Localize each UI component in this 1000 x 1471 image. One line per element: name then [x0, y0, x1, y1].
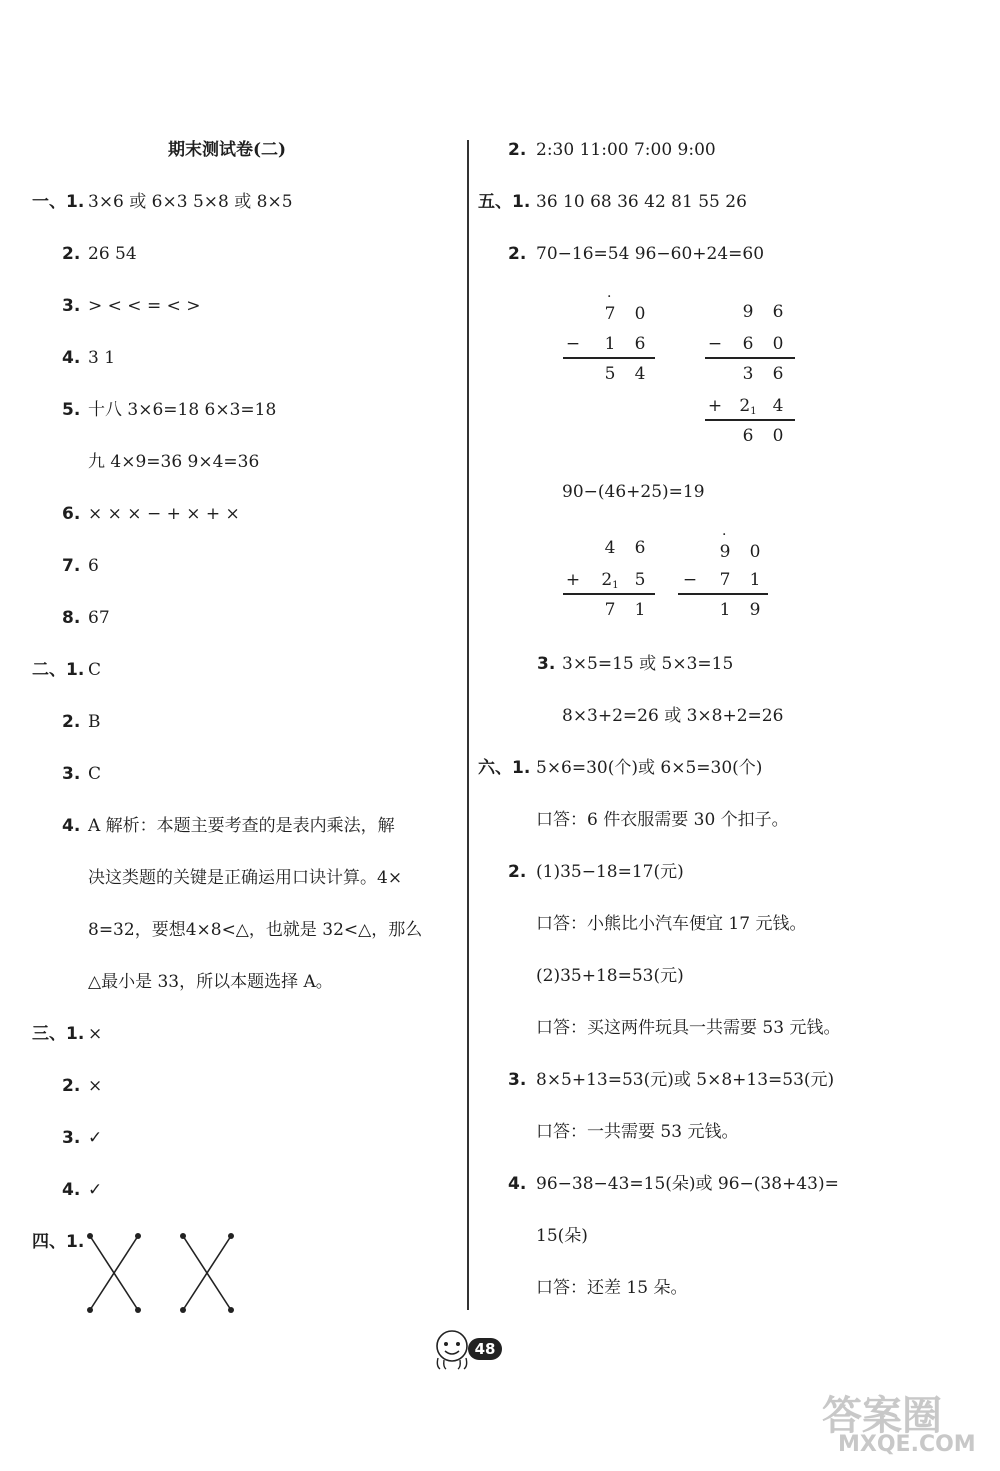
answer-label: 四、1.	[32, 1232, 85, 1252]
answer-label: 一、1.	[32, 192, 85, 212]
answer-text: 6	[88, 556, 99, 576]
digit: 5	[634, 570, 646, 590]
digit: 6	[634, 334, 646, 354]
answer-label: 8.	[62, 608, 81, 628]
answer-label: 7.	[62, 556, 81, 576]
answer-text: 口答：小熊比小汽车便宜 17 元钱。	[536, 914, 807, 934]
answer-text: ×	[88, 1076, 103, 1096]
answer-label: 4.	[62, 816, 81, 836]
answer-label: 3.	[537, 654, 556, 674]
page-number-badge	[430, 1328, 510, 1370]
operator: −	[565, 334, 581, 354]
answer-label: 4.	[508, 1174, 527, 1194]
digit: 6	[742, 426, 754, 446]
watermark-logo: 答案圈	[822, 1393, 942, 1439]
answer-label: 3.	[62, 1128, 81, 1148]
carry-dot: ·	[607, 289, 612, 305]
answer-label: 六、1.	[478, 758, 531, 778]
answer-label: 五、1.	[478, 192, 531, 212]
answer-text: > < < = < >	[88, 296, 201, 316]
answer-text: C	[88, 660, 102, 680]
answer-label: 2.	[508, 862, 527, 882]
operator: +	[707, 396, 723, 416]
answer-text: 3×5=15 或 5×3=15	[562, 654, 734, 674]
column-divider	[467, 140, 469, 1310]
answer-label: 2.	[62, 712, 81, 732]
calc-line	[705, 357, 795, 359]
answer-text: 2:30 11:00 7:00 9:00	[536, 140, 716, 160]
answer-label: 3.	[508, 1070, 527, 1090]
answer-label: 3.	[62, 296, 81, 316]
answer-text: B	[88, 712, 101, 732]
digit: 0	[634, 304, 646, 324]
answer-text: C	[88, 764, 102, 784]
answer-text: 8×5+13=53(元)或 5×8+13=53(元)	[536, 1070, 835, 1090]
page-number: 48	[468, 1338, 502, 1360]
answer-text: ✓	[88, 1128, 103, 1148]
digit: 0	[772, 334, 784, 354]
digit: 9	[742, 302, 754, 322]
calc-line	[705, 419, 795, 421]
digit: 3	[742, 364, 754, 384]
answer-label: 4.	[62, 1180, 81, 1200]
answer-text: 决这类题的关键是正确运用口诀计算。4×	[88, 868, 403, 888]
operator: −	[707, 334, 723, 354]
digit: 0	[749, 542, 761, 562]
answer-text: A 解析：本题主要考查的是表内乘法，解	[88, 816, 395, 836]
answer-text: 36 10 68 36 42 81 55 26	[536, 192, 747, 212]
page-title: 期末测试卷(二)	[168, 140, 287, 160]
digit: $2_1$	[739, 396, 757, 417]
answer-text: 26 54	[88, 244, 137, 264]
digit: 7	[719, 570, 731, 590]
digit: 5	[604, 364, 616, 384]
answer-text: 5×6=30(个)或 6×5=30(个)	[536, 758, 763, 778]
answer-label: 6.	[62, 504, 81, 524]
operator: −	[682, 570, 698, 590]
answer-label: 2.	[62, 1076, 81, 1096]
digit: 0	[772, 426, 784, 446]
digit: 1	[604, 334, 616, 354]
answer-text: 十八 3×6=18 6×3=18	[88, 400, 277, 420]
answer-text: 3 1	[88, 348, 116, 368]
digit: 9	[749, 600, 761, 620]
digit: $2_1$	[601, 570, 619, 591]
answer-text: 67	[88, 608, 110, 628]
answer-text: 3×6 或 6×3 5×8 或 8×5	[88, 192, 293, 212]
answer-text: 90−(46+25)=19	[562, 482, 705, 502]
digit: 1	[634, 600, 646, 620]
digit: 6	[772, 302, 784, 322]
digit: 7	[604, 600, 616, 620]
carry-dot: ·	[722, 527, 727, 543]
calc-line	[563, 357, 655, 359]
answer-text: 口答：买这两件玩具一共需要 53 元钱。	[536, 1018, 841, 1038]
answer-label: 4.	[62, 348, 81, 368]
calc-line	[678, 593, 768, 595]
digit: 1	[749, 570, 761, 590]
answer-text: ✓	[88, 1180, 103, 1200]
answer-label: 2.	[508, 244, 527, 264]
answer-text: (1)35−18=17(元)	[536, 862, 684, 882]
answer-text: 九 4×9=36 9×4=36	[88, 452, 260, 472]
answer-text: (2)35+18=53(元)	[536, 966, 684, 986]
watermark-url: MXQE.COM	[838, 1432, 976, 1457]
answer-text: 8×3+2=26 或 3×8+2=26	[562, 706, 784, 726]
answer-label: 三、1.	[32, 1024, 85, 1044]
digit: 6	[634, 538, 646, 558]
digit: 1	[719, 600, 731, 620]
answer-text: 15(朵)	[536, 1226, 588, 1246]
digit: 4	[634, 364, 646, 384]
answer-text: 70−16=54 96−60+24=60	[536, 244, 765, 264]
operator: +	[565, 570, 581, 590]
matching-lines-diagram	[80, 1228, 250, 1318]
digit: 4	[604, 538, 616, 558]
answer-text: ×	[88, 1024, 103, 1044]
digit: 6	[772, 364, 784, 384]
answer-text: △最小是 33，所以本题选择 A。	[88, 972, 333, 992]
digit: 7	[604, 304, 616, 324]
answer-text: 96−38−43=15(朵)或 96−(38+43)=	[536, 1174, 839, 1194]
answer-label: 3.	[62, 764, 81, 784]
digit: 6	[742, 334, 754, 354]
answer-label: 5.	[62, 400, 81, 420]
digit: 4	[772, 396, 784, 416]
answer-label: 2.	[508, 140, 527, 160]
calc-line	[563, 593, 655, 595]
answer-text: 口答：6 件衣服需要 30 个扣子。	[536, 810, 789, 830]
answer-text: × × × − + × + ×	[88, 504, 240, 524]
answer-label: 2.	[62, 244, 81, 264]
answer-text: 口答：还差 15 朵。	[536, 1278, 688, 1298]
answer-text: 8=32，要想4×8<△，也就是 32<△，那么	[88, 920, 423, 940]
digit: 9	[719, 542, 731, 562]
answer-text: 口答：一共需要 53 元钱。	[536, 1122, 739, 1142]
answer-label: 二、1.	[32, 660, 85, 680]
